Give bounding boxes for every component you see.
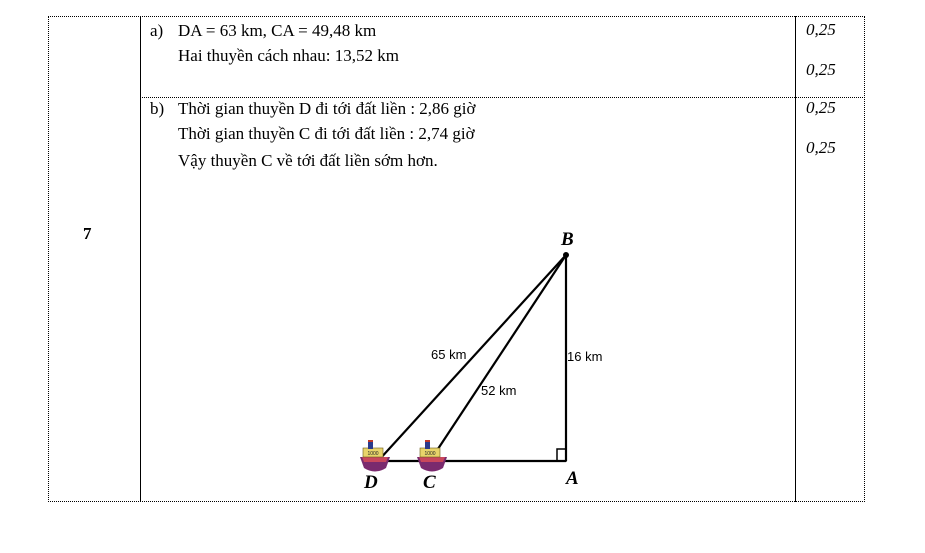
part-a-score-2: 0,25 xyxy=(806,60,836,79)
point-label-A: A xyxy=(566,468,579,489)
part-a-score-1: 0,25 xyxy=(806,20,836,39)
boat-D-label: 1000 xyxy=(367,451,379,457)
length-label-BD: 65 km xyxy=(431,347,467,362)
table-bottom-border xyxy=(48,501,865,502)
part-b-score-2: 0,25 xyxy=(806,138,836,157)
point-label-B: B xyxy=(561,229,574,250)
part-b-line-1: Thời gian thuyền D đi tới đất liền : 2,86 giờ xyxy=(178,99,476,118)
length-label-BC: 52 km xyxy=(481,383,517,398)
point-label-C: C xyxy=(423,472,436,493)
boat-D-icon xyxy=(360,440,390,472)
table-right-border xyxy=(864,16,865,502)
right-angle-marker xyxy=(557,449,566,461)
boat-C-icon xyxy=(417,440,447,472)
question-number: 7 xyxy=(83,224,92,243)
part-a-line-1: DA = 63 km, CA = 49,48 km xyxy=(178,21,377,40)
part-b-line-2: Thời gian thuyền C đi tới đất liền : 2,74 giờ xyxy=(178,124,475,143)
boat-C-label: 1000 xyxy=(424,451,436,457)
column-divider-number xyxy=(140,16,141,502)
table-top-border xyxy=(48,16,865,17)
point-label-D: D xyxy=(364,472,378,493)
column-divider-score xyxy=(795,16,796,502)
part-b-line-3: Vậy thuyền C về tới đất liền sớm hơn. xyxy=(178,151,438,170)
segment-BD xyxy=(378,255,566,461)
length-label-BA: 16 km xyxy=(567,349,603,364)
table-left-border xyxy=(48,16,49,502)
part-a-line-2: Hai thuyền cách nhau: 13,52 km xyxy=(178,46,399,65)
triangle-figure xyxy=(340,222,630,497)
part-a-marker: a) xyxy=(150,21,164,40)
part-b-marker: b) xyxy=(150,99,165,118)
part-b-score-1: 0,25 xyxy=(806,98,836,117)
vertex-B-dot xyxy=(563,252,569,258)
